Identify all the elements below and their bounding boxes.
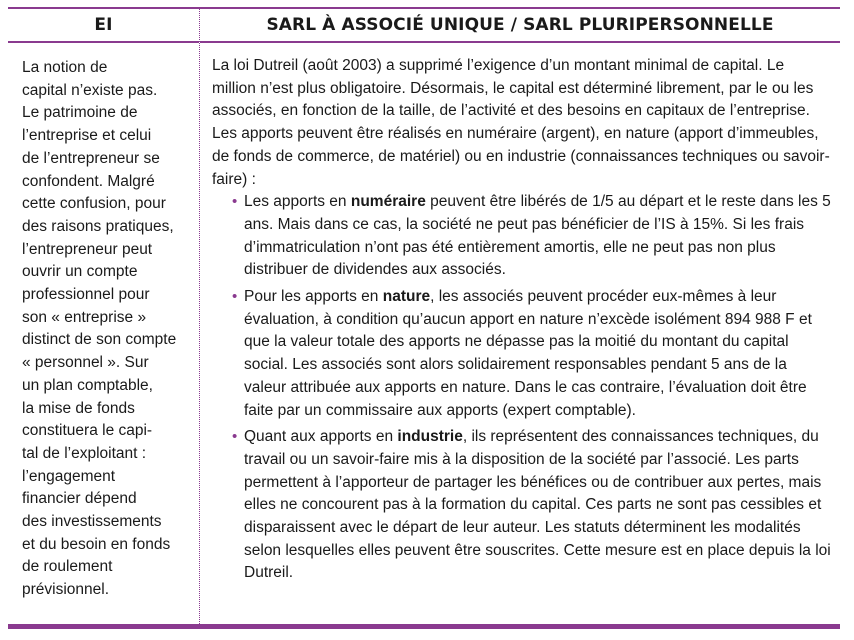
column-header-sarl: SARL À ASSOCIÉ UNIQUE / SARL PLURIPERSONNELLE bbox=[200, 9, 840, 43]
ei-text-line: prévisionnel. bbox=[22, 581, 110, 599]
ei-text-line: « personnel ». Sur bbox=[22, 354, 149, 372]
ei-text-line: ouvrir un compte bbox=[22, 263, 138, 281]
ei-text-line: l’engagement bbox=[22, 467, 116, 485]
ei-description bbox=[8, 43, 199, 602]
ei-text-line: cette confusion, pour bbox=[22, 195, 166, 213]
bold-term: numéraire bbox=[350, 193, 426, 211]
ei-text-line: confondent. Malgré bbox=[22, 172, 155, 190]
apports-list bbox=[212, 191, 832, 585]
column-ei bbox=[8, 9, 200, 624]
column-sarl bbox=[200, 9, 840, 624]
ei-text-line: de l’entrepreneur se bbox=[22, 149, 160, 167]
ei-text-line: un plan comptable, bbox=[22, 376, 153, 394]
bullet-icon: • bbox=[232, 193, 238, 211]
ei-text-line: Le patrimoine de bbox=[22, 104, 138, 122]
bullet-icon: • bbox=[232, 288, 238, 306]
bold-term: industrie bbox=[397, 428, 463, 446]
ei-text-line: de roulement bbox=[22, 558, 113, 576]
ei-text-line: son « entreprise » bbox=[22, 308, 147, 326]
ei-text-line: l’entrepreneur peut bbox=[22, 240, 153, 258]
ei-text-line: tal de l’exploitant : bbox=[22, 444, 147, 462]
ei-text-line: La notion de bbox=[22, 59, 108, 76]
ei-text-line: l’entreprise et celui bbox=[22, 127, 152, 145]
ei-text-line: capital n’existe pas. bbox=[22, 81, 158, 99]
list-item: • Pour les apports en nature, les associés peuvent procéder eux-mêmes à leur évaluation, à condition qu’aucun apport en nature n’excède isolément 894 988 F et que la valeur totale des apports ne dépasse pas la moitié du montant du capital social. Les associés sont alors solidairement responsables pendant 5 ans de la valeur attribuée aux apports en nature. Dans le cas contraire, l’évaluation doit être faite par un commissaire aux apports (expert comptable). bbox=[232, 288, 812, 419]
paragraph-capital: La loi Dutreil (août 2003) a supprimé l’exigence d’un montant minimal de capital. Le million n’est plus obligatoire. Désormais, le capital est déterminé librement, par le ou les associés, en fonction de la taille, de l’activité et des besoins en capitaux de l’entreprise. bbox=[212, 57, 814, 120]
list-item: • Quant aux apports en industrie, ils représentent des connaissances techniques, du travail ou un savoir-faire mis à la disposition de la société par l’associé. Les parts permettent à l’apporteur de partager les bénéfices ou de contribuer aux pertes, mais elles ne concourent pas à la formation du capital. Ces parts ne sont pas cessibles et disparaissent avec le départ de leur auteur. Les statuts déterminent les modalités selon lesquelles elles peuvent être souscrites. Cette mesure est en place depuis la loi Dutreil. bbox=[232, 428, 831, 582]
ei-text-line: la mise de fonds bbox=[22, 399, 135, 417]
bullet-icon: • bbox=[232, 428, 238, 446]
ei-text-line: financier dépend bbox=[22, 490, 137, 508]
list-item: • Les apports en numéraire peuvent être libérés de 1/5 au départ et le reste dans les 5 ans. Mais dans ce cas, la société ne peut pas bénéficier de l’IS à 15%. Si les frais d’immatriculation n’ont pas été entièrement amortis, elle ne peut pas non plus distribuer de dividendes aux associés. bbox=[232, 193, 831, 279]
ei-text-line: et du besoin en fonds bbox=[22, 535, 171, 553]
comparison-table bbox=[8, 7, 840, 629]
ei-text-line: des raisons pratiques, bbox=[22, 217, 174, 235]
ei-text-line: distinct de son compte bbox=[22, 331, 177, 349]
sarl-description bbox=[200, 43, 840, 585]
paragraph-apports: Les apports peuvent être réalisés en numéraire (argent), en nature (apport d’immeubles, de fonds de commerce, de matériel) ou en industrie (connaissances techniques ou savoir-faire) : bbox=[212, 125, 830, 188]
ei-text-line: professionnel pour bbox=[22, 286, 150, 304]
ei-text-line: constituera le capi- bbox=[22, 422, 153, 440]
column-header-ei: EI bbox=[8, 9, 199, 43]
bold-term: nature bbox=[382, 288, 431, 306]
ei-text-line: des investissements bbox=[22, 513, 162, 531]
